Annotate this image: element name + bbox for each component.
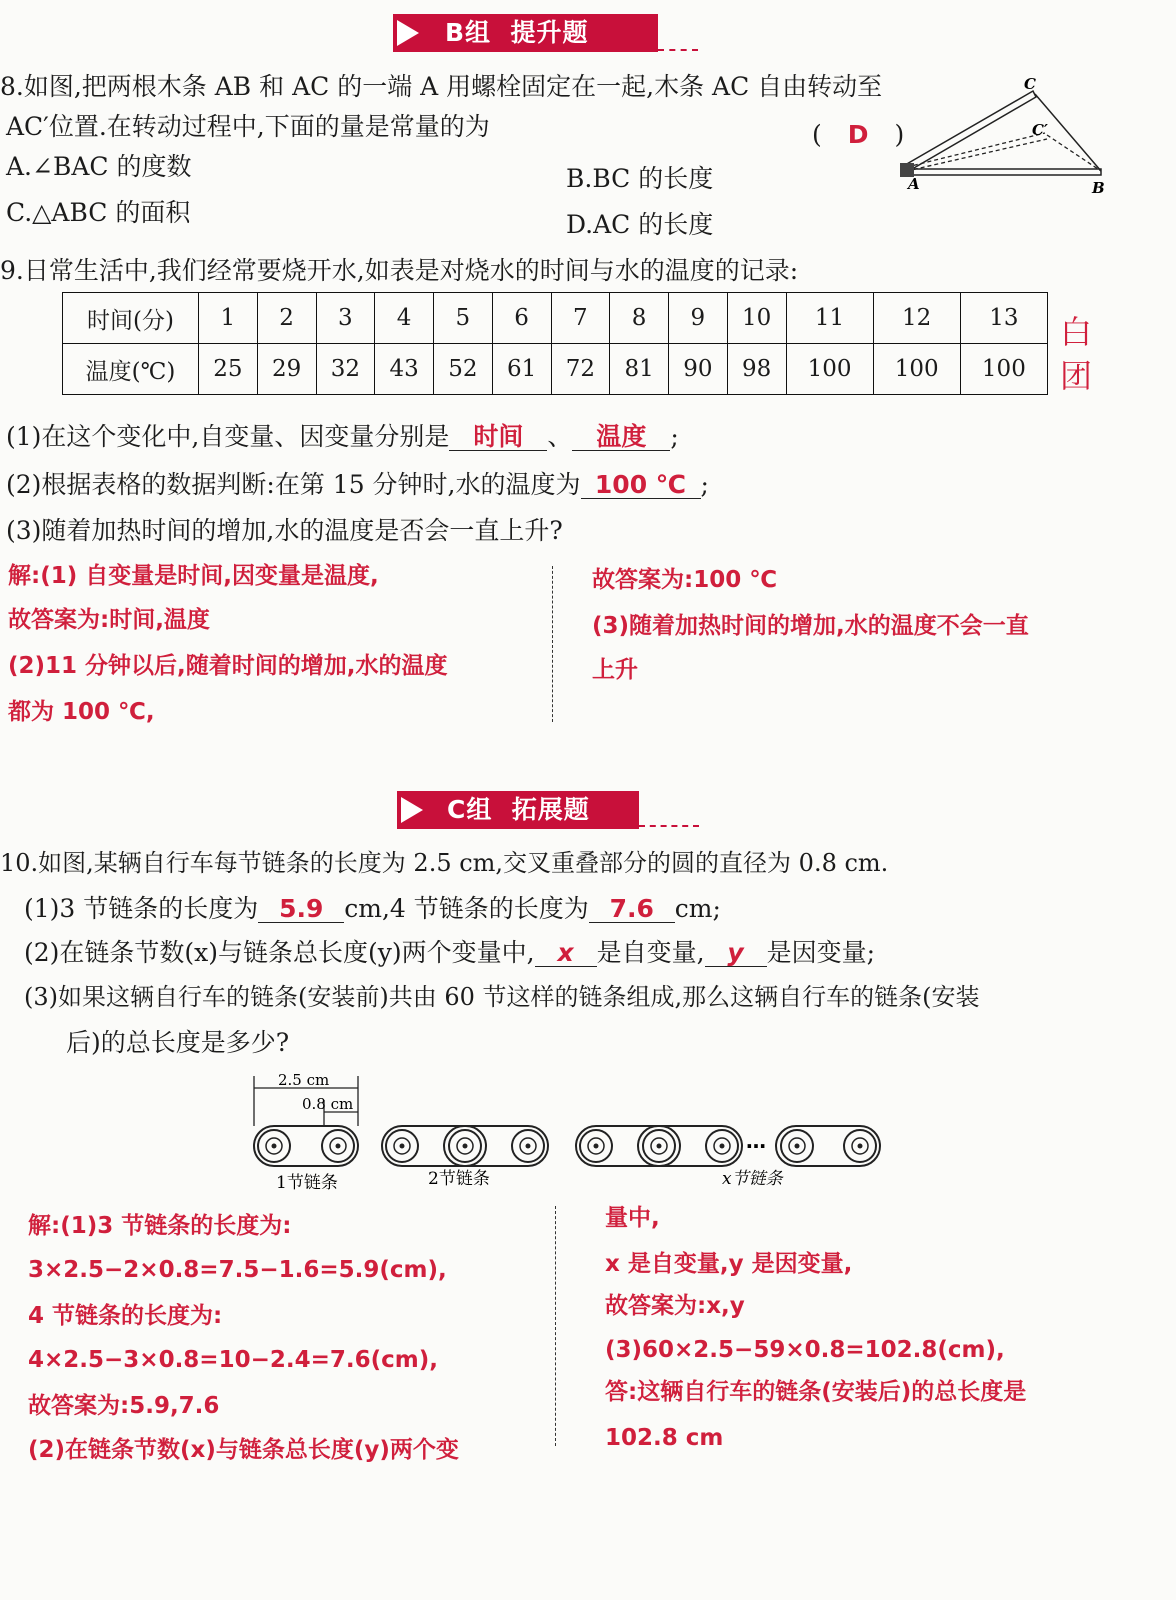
- q10-blank-4-answer: y: [727, 938, 744, 967]
- table-cell: 4: [375, 293, 434, 344]
- q10-part2-c: 是因变量;: [766, 938, 875, 967]
- label-a: A: [908, 175, 920, 193]
- q10-part2: [24, 938, 875, 968]
- link-circle: [643, 1130, 675, 1162]
- q10-part1-a: (1)3 节链条的长度为: [24, 894, 259, 923]
- link-circle: [449, 1130, 481, 1162]
- table-cell: 100: [960, 344, 1047, 395]
- q10-part2-a: (2)在链条节数(x)与链条总长度(y)两个变量中,: [24, 938, 535, 967]
- table-cell: 2: [257, 293, 316, 344]
- q10-blank-1-answer: 5.9: [279, 894, 324, 923]
- q10-blank-4: [705, 940, 767, 967]
- q10-part1-c: cm;: [674, 894, 721, 923]
- table-cell: 32: [316, 344, 375, 395]
- q10-solution-right-6: 102.8 cm: [605, 1425, 724, 1451]
- table-cell: 5: [434, 293, 493, 344]
- q9-part2-text: (2)根据表格的数据判断:在第 15 分钟时,水的温度为: [6, 470, 581, 499]
- table-cell: 8: [610, 293, 669, 344]
- paren-close: ): [894, 120, 905, 149]
- table-cell: 100: [873, 344, 960, 395]
- stick-ac-prime-dashed-2: [907, 139, 1047, 171]
- banner-title: C组 拓展题: [447, 795, 590, 824]
- q9-solution-right-2: (3)随着加热时间的增加,水的温度不会一直: [592, 613, 1029, 639]
- table-cell: 6: [492, 293, 551, 344]
- q9-solution-left-3: (2)11 分钟以后,随着时间的增加,水的温度: [8, 653, 448, 679]
- q10-solution-left-5: 故答案为:5.9,7.6: [28, 1393, 220, 1419]
- q10-part3-line2: 后)的总长度是多少?: [66, 1028, 290, 1057]
- q8-answer: D: [847, 120, 869, 149]
- q9-blank-2: [572, 424, 670, 451]
- q8-figure: [895, 75, 1110, 200]
- banner-title: B组 提升题: [445, 18, 589, 47]
- q10-intro: 10.如图,某辆自行车每节链条的长度为 2.5 cm,交叉重叠部分的圆的直径为 0.8 cm.: [0, 849, 889, 877]
- table-cell: 100: [786, 344, 873, 395]
- chain-ellipsis: …: [746, 1129, 766, 1153]
- q10-solution-left-2: 3×2.5−2×0.8=7.5−1.6=5.9(cm),: [28, 1257, 447, 1283]
- q10-part1: [24, 894, 721, 924]
- dim-label-0-8: 0.8 cm: [302, 1095, 354, 1113]
- q10-part2-b: 是自变量,: [596, 938, 705, 967]
- label-c: C: [1024, 75, 1036, 93]
- stick-ac-prime-dashed: [907, 133, 1045, 167]
- chain-figure: [240, 1066, 900, 1196]
- q9-blank-3-answer: 100 ℃: [594, 470, 687, 499]
- q10-blank-3: [535, 940, 597, 967]
- table-cell: 7: [551, 293, 610, 344]
- table-cell: 72: [551, 344, 610, 395]
- play-triangle-icon: [397, 20, 419, 46]
- play-triangle-icon: [401, 797, 423, 823]
- q8-option-c: C.△ABC 的面积: [6, 198, 191, 227]
- handwritten-char: 白: [1060, 313, 1093, 351]
- table-row-temperature: [63, 344, 1048, 395]
- q8-line1: 8.如图,把两根木条 AB 和 AC 的一端 A 用螺栓固定在一起,木条 AC 自由转动至: [0, 72, 883, 101]
- table-cell: 61: [492, 344, 551, 395]
- table-cell: 29: [257, 344, 316, 395]
- handwritten-char: 团: [1060, 357, 1093, 395]
- q9-blank-3: [581, 472, 701, 499]
- q9-blank-2-answer: 温度: [596, 422, 647, 451]
- q10-part1-b: cm,4 节链条的长度为: [344, 894, 589, 923]
- stick-ab: [905, 169, 1101, 175]
- table-cell: 1: [199, 293, 258, 344]
- q9-solution-left-4: 都为 100 ℃,: [8, 699, 155, 725]
- solution-divider: [552, 566, 553, 722]
- table-cell: 13: [960, 293, 1047, 344]
- link-circle: [706, 1130, 738, 1162]
- q9-table: [62, 292, 1048, 395]
- banner-dashed-line: [639, 825, 699, 827]
- q10-blank-1: [258, 896, 344, 923]
- table-cell: 12: [873, 293, 960, 344]
- q10-part3-line1: (3)如果这辆自行车的链条(安装前)共由 60 节这样的链条组成,那么这辆自行车的链条(安装: [24, 983, 980, 1011]
- link-circle: [322, 1130, 354, 1162]
- q10-solution-right-3: 故答案为:x,y: [605, 1293, 745, 1319]
- q10-solution-right-1: 量中,: [605, 1205, 660, 1231]
- banner-box: [397, 791, 639, 829]
- q8-option-b: B.BC 的长度: [566, 164, 714, 193]
- label-b: B: [1092, 179, 1105, 197]
- q9-intro: 9.日常生活中,我们经常要烧开水,如表是对烧水的时间与水的温度的记录:: [0, 256, 799, 285]
- q10-solution-left-6: (2)在链条节数(x)与链条总长度(y)两个变: [28, 1437, 459, 1463]
- stick-ac: [905, 91, 1036, 172]
- q10-blank-3-answer: x: [557, 938, 574, 967]
- row-header-temperature: 温度(℃): [63, 344, 199, 395]
- caption-x-links: x节链条: [722, 1169, 783, 1189]
- q9-solution-right-1: 故答案为:100 ℃: [592, 567, 778, 593]
- link-circle: [781, 1130, 813, 1162]
- q10-solution-left-4: 4×2.5−3×0.8=10−2.4=7.6(cm),: [28, 1347, 438, 1373]
- margin-handwritten-note: [1060, 310, 1100, 398]
- q9-part1-text: (1)在这个变化中,自变量、因变量分别是: [6, 422, 450, 451]
- table-cell: 10: [727, 293, 786, 344]
- link-circle: [844, 1130, 876, 1162]
- link-circle: [580, 1130, 612, 1162]
- table-cell: 98: [727, 344, 786, 395]
- link-circle: [386, 1130, 418, 1162]
- banner-dashed-line: [658, 49, 698, 51]
- paren-open: (: [812, 120, 822, 149]
- q9-blank-1: [449, 424, 547, 451]
- q10-blank-2: [589, 896, 675, 923]
- link-circle: [258, 1130, 290, 1162]
- table-cell: 9: [669, 293, 728, 344]
- table-cell: 90: [669, 344, 728, 395]
- q8-option-d: D.AC 的长度: [566, 210, 714, 239]
- q10-solution-right-5: 答:这辆自行车的链条(安装后)的总长度是: [605, 1379, 1027, 1405]
- q9-part2-end: ;: [700, 470, 709, 499]
- q9-part2: [6, 470, 709, 500]
- q9-solution-right-3: 上升: [592, 657, 638, 683]
- solution-divider: [555, 1206, 556, 1446]
- q10-solution-left-1: 解:(1)3 节链条的长度为:: [28, 1213, 292, 1239]
- banner-box: [393, 14, 658, 52]
- q9-solution-left-2: 故答案为:时间,温度: [8, 607, 210, 633]
- table-cell: 52: [434, 344, 493, 395]
- q8-answer-bracket: [812, 120, 904, 150]
- table-cell: 81: [610, 344, 669, 395]
- q9-part1-sep: 、: [547, 422, 573, 451]
- link-circle: [512, 1130, 544, 1162]
- q10-blank-2-answer: 7.6: [609, 894, 654, 923]
- q9-solution-left-1: 解:(1) 自变量是时间,因变量是温度,: [8, 563, 379, 589]
- caption-1-link: 1节链条: [276, 1173, 338, 1193]
- dim-label-2-5: 2.5 cm: [278, 1071, 330, 1089]
- table-cell: 3: [316, 293, 375, 344]
- table-cell: 11: [786, 293, 873, 344]
- q8-line2: AC′位置.在转动过程中,下面的量是常量的为: [6, 112, 490, 141]
- q9-part1-end: ;: [670, 422, 679, 451]
- caption-2-links: 2节链条: [428, 1169, 490, 1189]
- q8-option-a: A.∠BAC 的度数: [6, 152, 192, 181]
- table-row-time: [63, 293, 1048, 344]
- chain-link-1: [254, 1126, 358, 1166]
- row-header-time: 时间(分): [63, 293, 199, 344]
- q10-solution-right-4: (3)60×2.5−59×0.8=102.8(cm),: [605, 1337, 1005, 1363]
- q10-solution-right-2: x 是自变量,y 是因变量,: [605, 1251, 853, 1277]
- table-cell: 43: [375, 344, 434, 395]
- q9-part3: (3)随着加热时间的增加,水的温度是否会一直上升?: [6, 516, 563, 545]
- label-c-prime: C′: [1032, 121, 1048, 139]
- q9-part1: [6, 422, 679, 452]
- table-cell: 25: [199, 344, 258, 395]
- q10-solution-left-3: 4 节链条的长度为:: [28, 1303, 223, 1329]
- q9-blank-1-answer: 时间: [473, 422, 524, 451]
